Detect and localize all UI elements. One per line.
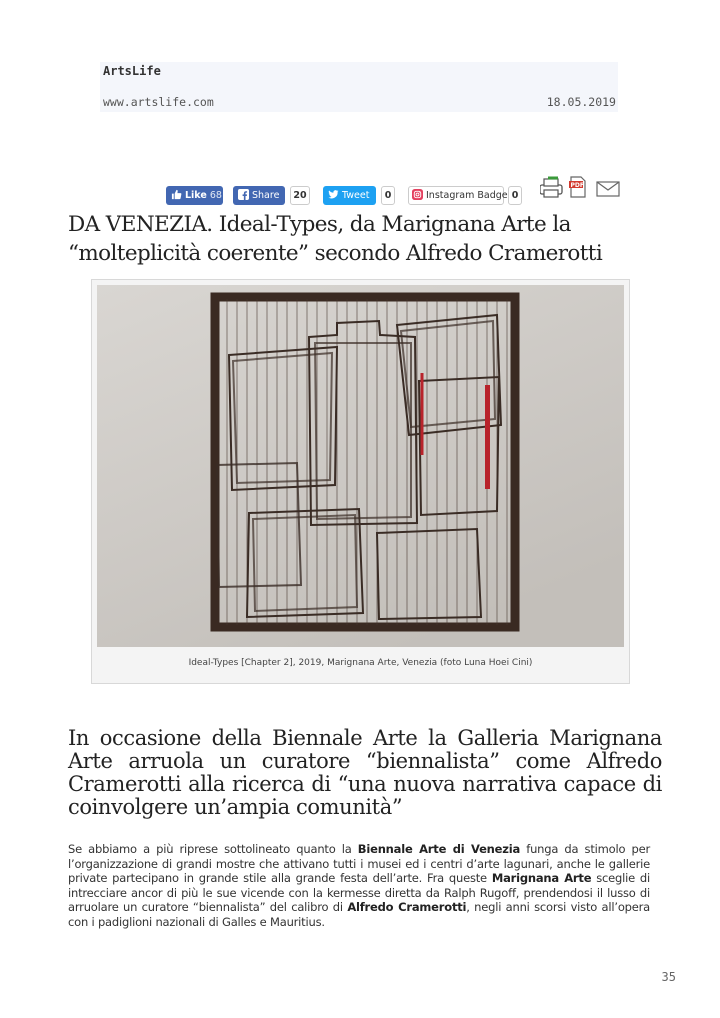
figure-caption: Ideal-Types [Chapter 2], 2019, Marignana Arte, Venezia (foto Luna Hoei Cini) (188, 658, 533, 668)
page-header (100, 62, 618, 112)
pdf-icon[interactable] (569, 177, 585, 197)
article-lead: In occasione della Biennale Arte la Galleria Marignana Arte arruola un curatore “biennalista” come Alfredo Cramerotti alla ricerca di “una nuova narrativa capace di coinvolgere un’ampia comunità” (68, 726, 662, 819)
instagram-count: 0 (508, 186, 522, 205)
thumbs-up-icon (171, 189, 182, 200)
tweet-button[interactable] (323, 186, 376, 205)
facebook-icon (238, 189, 249, 200)
artwork-photo (97, 285, 624, 647)
article-body (68, 842, 650, 929)
facebook-like-button[interactable] (166, 186, 223, 205)
publication-date: 18.05.2019 (546, 95, 616, 109)
brand-name: ArtsLife (103, 64, 161, 78)
body-text-3: sceglie di intrecciare ancor di più le sue vicende con la kermesse diretta da Ralph Rugoff, prendendosi il lusso di arruolare un curatore “biennalista” del calibro di (68, 871, 650, 914)
like-label: Like (185, 190, 207, 201)
email-icon[interactable] (597, 182, 619, 196)
share-label: Share (252, 190, 280, 201)
instagram-badge-button[interactable] (408, 186, 508, 205)
twitter-bird-icon (328, 189, 339, 200)
body-text-1: Se abbiamo a più riprese sottolineato quanto la (68, 842, 358, 856)
instagram-label: Instagram Badge (426, 190, 508, 201)
share-count: 20 (290, 186, 310, 205)
like-count: 68 (209, 190, 222, 201)
facebook-share-button[interactable] (233, 186, 285, 205)
print-icon[interactable] (540, 177, 562, 198)
body-text-2: funga da stimolo per l’organizzazione di grandi mostre che attivano tutti i musei ed i centri d’arte lagunari, anche le gallerie private partecipano in grande stile alla grande festa dell’arte. Fra queste (68, 842, 650, 885)
tweet-count: 0 (381, 186, 395, 205)
tools-icons (540, 176, 622, 198)
site-url[interactable]: www.artslife.com (103, 95, 214, 109)
article-figure (91, 279, 630, 684)
tweet-label: Tweet (342, 190, 370, 201)
page-number: 35 (661, 970, 676, 984)
article-tools (540, 176, 622, 202)
instagram-icon (412, 189, 423, 200)
body-bold-marignana: Marignana Arte (491, 871, 592, 885)
body-bold-biennale: Biennale Arte di Venezia (357, 842, 521, 856)
pdf-icon-label: PDF (570, 182, 584, 189)
article-title: DA VENEZIA. Ideal-Types, da Marignana Arte la “molteplicità coerente” secondo Alfredo Cramerotti (68, 212, 603, 266)
body-bold-cramerotti: Alfredo Cramerotti (347, 900, 467, 914)
body-text-4: , negli anni scorsi visto all’opera con i padiglioni nazionali di Galles e Mauritius. (68, 900, 651, 929)
